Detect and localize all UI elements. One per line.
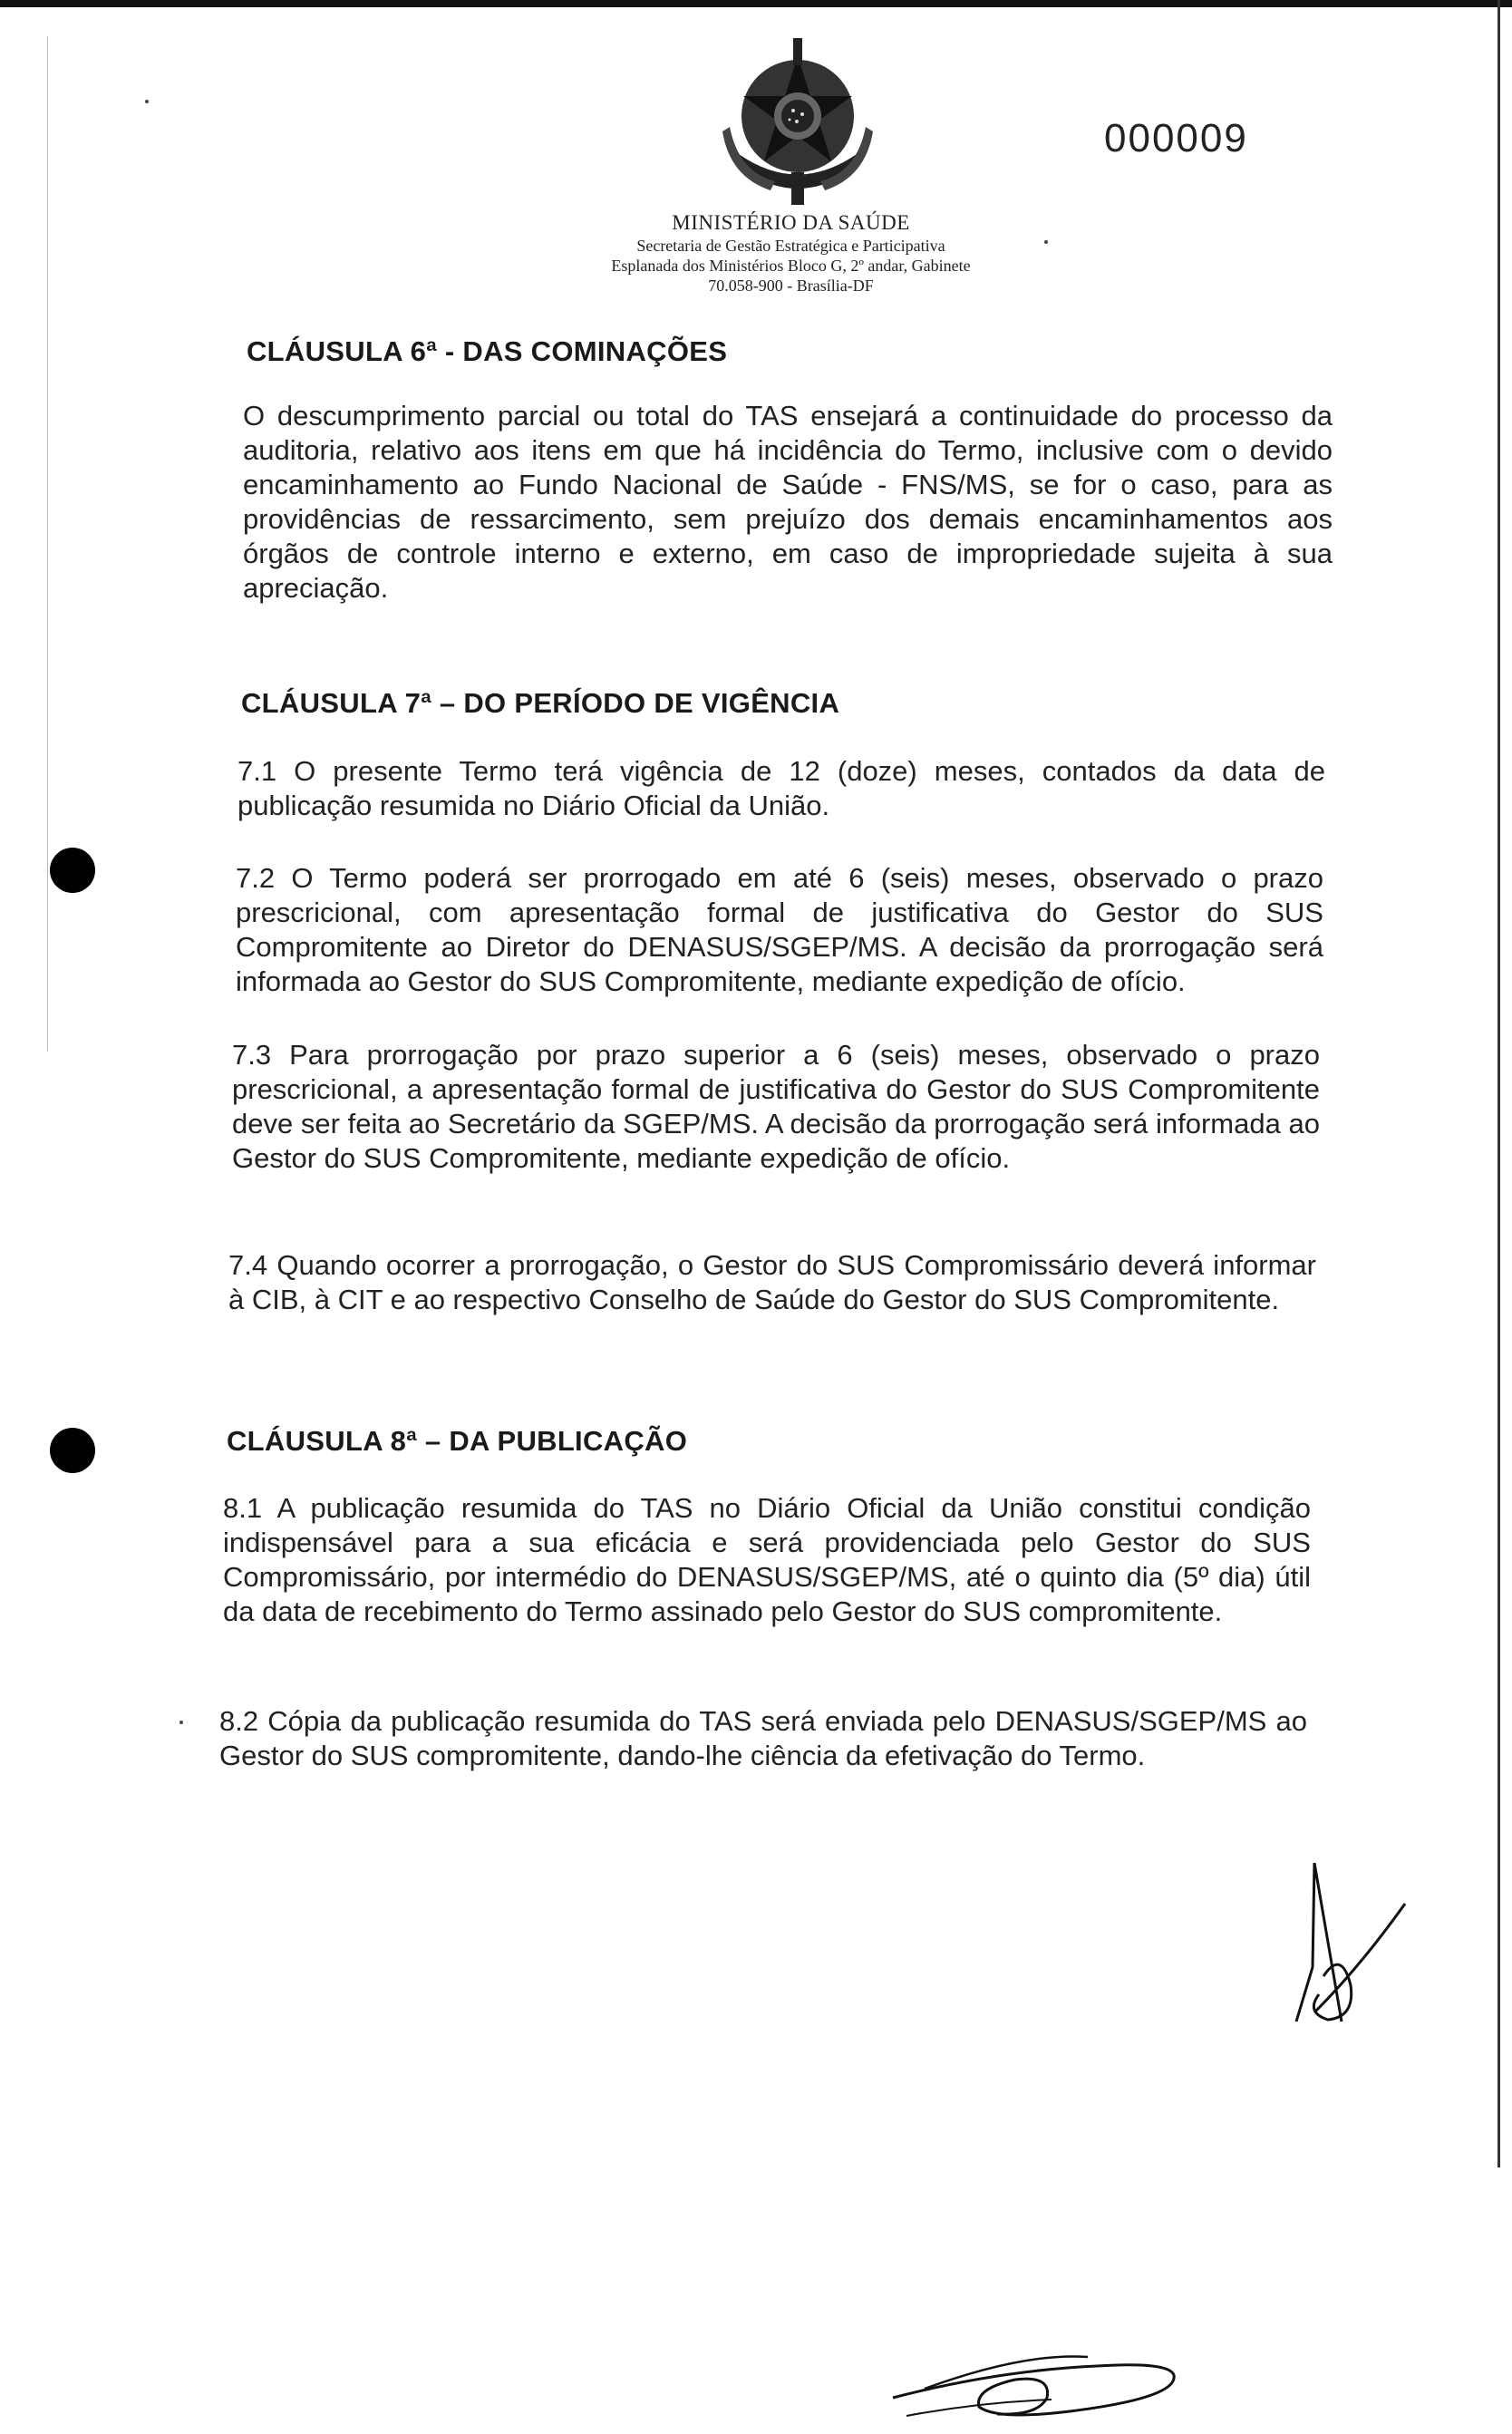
page-right-edge xyxy=(1497,0,1500,2167)
postal-line: 70.058-900 - Brasília-DF xyxy=(708,276,874,295)
clause-8-1-text: 8.1 A publicação resumida do TAS no Diário Oficial da União constitui condição indispensável para a sua eficácia e será providenciada pelo Gestor do SUS Compromissário, por intermédio do DENASUS/SGEP/MS, até o quinto dia (5º dia) útil da data de recebimento do Termo assinado pelo Gestor do SUS compromitente. xyxy=(223,1492,1311,1627)
speck xyxy=(145,100,149,103)
clause-7-4-text: 7.4 Quando ocorrer a prorrogação, o Gestor do SUS Compromissário deverá informar à CIB, à CIT e ao respectivo Conselho de Saúde do Gestor do SUS Compromitente. xyxy=(228,1249,1316,1315)
signature-rubric-icon xyxy=(1278,1858,1414,2031)
clause-8-2-text: 8.2 Cópia da publicação resumida do TAS será enviada pelo DENASUS/SGEP/MS ao Gestor do SUS compromitente, dando-lhe ciência da efetivação do Termo. xyxy=(219,1705,1307,1771)
address-line: Esplanada dos Ministérios Bloco G, 2º andar, Gabinete xyxy=(611,257,971,275)
punch-hole-upper xyxy=(50,848,95,893)
letterhead xyxy=(544,210,1038,296)
clause-7-2-text: 7.2 O Termo poderá ser prorrogado em até 6 (seis) meses, observado o prazo prescricional, com apresentação formal de justificativa do Gestor do SUS Compromitente ao Diretor do DENASUS/SGEP/MS. A decisão da prorrogação será informada ao Gestor do SUS Compromitente, mediante expedição de ofício. xyxy=(236,862,1323,997)
coat-of-arms-icon xyxy=(721,36,875,208)
clause-7-heading: CLÁUSULA 7ª – DO PERÍODO DE VIGÊNCIA xyxy=(241,687,840,719)
page-stamp-number: 000009 xyxy=(1104,116,1248,160)
secretariat-name: Secretaria de Gestão Estratégica e Participativa xyxy=(636,237,945,255)
clause-8-heading: CLÁUSULA 8ª – DA PUBLICAÇÃO xyxy=(227,1425,688,1457)
clause-7-1-text: 7.1 O presente Termo terá vigência de 12 (doze) meses, contados da data de publicação resumida no Diário Oficial da União. xyxy=(237,755,1325,821)
clause-7-3-text: 7.3 Para prorrogação por prazo superior a 6 (seis) meses, observado o prazo prescricional, a apresentação formal de justificativa do Gestor do SUS Compromitente deve ser feita ao Secretário da SGEP/MS. A decisão da prorrogação será informada ao Gestor do SUS Compromitente, mediante expedição de ofício. xyxy=(232,1039,1320,1174)
punch-hole-lower xyxy=(50,1428,95,1473)
speck xyxy=(1044,240,1048,244)
clause-6-text: O descumprimento parcial ou total do TAS ensejará a continuidade do processo da auditoria, relativo aos itens em que há incidência do Termo, inclusive com o devido encaminhamento ao Fundo Nacional de Saúde - FNS/MS, se for o caso, para as providências de ressarcimento, sem prejuízo dos demais encaminhamentos aos órgãos de controle interno e externo, em caso de impropriedade sujeita à sua apreciação. xyxy=(243,400,1333,604)
speck xyxy=(179,1721,183,1724)
signature-initials-icon xyxy=(888,2334,1187,2434)
clause-6-heading: CLÁUSULA 6ª - DAS COMINAÇÕES xyxy=(247,335,728,367)
margin-line xyxy=(47,36,48,1052)
page-top-edge xyxy=(0,0,1512,7)
ministry-name: MINISTÉRIO DA SAÚDE xyxy=(672,211,910,234)
